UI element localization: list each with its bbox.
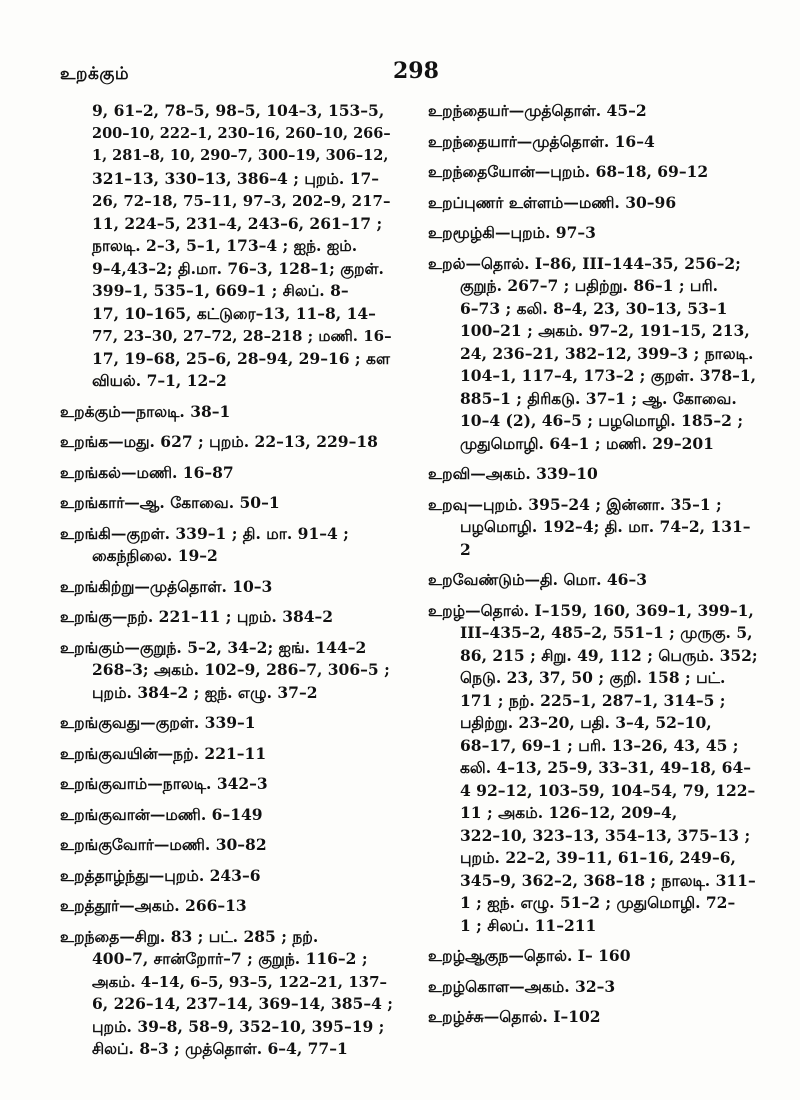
entry-headword-line: உறமூழ்கி—புறம். 97–3 <box>428 223 596 242</box>
entry-headword-line: உறழ்ஆகுந—தொல். I– 160 <box>428 946 631 965</box>
entry-continuation <box>60 659 395 704</box>
index-entry <box>428 131 758 154</box>
index-entry <box>60 462 395 485</box>
entry-continuation-line: 86, 215 ; சிறு. 49, 112 ; பெரும். 352; <box>460 645 758 665</box>
continued-entry-line: 9–4,43–2; தி.மா. 76–3, 128–1; குறள். <box>92 258 384 278</box>
entry-headword-line: உறங்க—மது. 627 ; புறம். 22–13, 229–18 <box>60 432 378 451</box>
index-entry <box>428 463 758 486</box>
continued-entry <box>60 100 395 393</box>
entry-continuation-line: முதுமொழி. 64–1 ; மணி. 29–201 <box>460 433 714 453</box>
entry-continuation-line: சிலப். 8–3 ; முத்தொள். 6–4, 77–1 <box>92 1039 348 1058</box>
entry-headword-line: உறங்குவோர்—மணி. 30–82 <box>60 835 267 854</box>
entry-continuation-line: 11 ; அகம். 126–12, 209–4, <box>460 803 678 822</box>
entry-headword-line: உறங்கார்—ஆ. கோவை. 50–1 <box>60 493 280 512</box>
entry-headword-line: உறங்கு—நற். 221–11 ; புறம். 384–2 <box>60 607 334 626</box>
entry-continuation-line: புறம். 384–2 ; ஐந். எழு. 37–2 <box>92 682 318 702</box>
entry-headword-line: உறவு—புறம். 395–24 ; இன்னா. 35–1 ; <box>428 494 722 514</box>
continued-entry-line: 17, 10–165, கட்டுரை–13, 11–8, 14– <box>92 303 376 323</box>
entry-continuation-line: கைந்நிலை. 19–2 <box>92 546 218 565</box>
index-entry <box>60 492 395 515</box>
continued-entry-line: 200–10, 222–1, 230–16, 260–10, 266– <box>92 124 391 142</box>
entry-continuation-line: 4 92–12, 103–59, 104–54, 79, 122– <box>460 780 756 800</box>
index-entry <box>60 895 395 918</box>
entry-continuation-line: கலி. 4–13, 25–9, 33–31, 49–18, 64– <box>460 758 751 777</box>
entry-headword-line: உறங்கல்—மணி. 16–87 <box>60 462 234 482</box>
entry-continuation-line: 345–9, 362–2, 368–18 ; நாலடி. 311– <box>460 870 756 890</box>
entry-headword-line: உறப்புணர் உள்ளம்—மணி. 30–96 <box>428 192 677 212</box>
page-number: 298 <box>393 58 439 84</box>
continued-entry-line: 11, 224–5, 231–4, 243–6, 261–17 ; <box>92 213 383 233</box>
entry-continuation-line: 10–4 (2), 46–5 ; பழமொழி. 185–2 ; <box>460 411 744 430</box>
entry-continuation-line: புறம். 39–8, 58–9, 352–10, 395–19 ; <box>92 1016 385 1036</box>
entry-headword-line: உறழ்கொள—அகம். 32–3 <box>428 976 616 996</box>
continued-entry-line: 17, 19–68, 25–6, 28–94, 29–16 ; கள <box>92 348 390 368</box>
entry-headword-line: உறத்தாழ்ந்து—புறம். 243–6 <box>60 865 261 885</box>
entry-continuation-line: 885–1 ; திரிகடு. 37–1 ; ஆ. கோவை. <box>460 388 737 408</box>
entry-continuation-line: 1 ; சிலப். 11–211 <box>460 915 597 935</box>
entry-continuation-line: 2 <box>460 539 471 559</box>
index-entry <box>60 401 395 424</box>
entry-continuation-line: 400–7, சான்றோர்–7 ; குறுந். 116–2 ; <box>92 949 368 968</box>
index-entry <box>428 1006 758 1029</box>
entry-continuation-line: 68–17, 69–1 ; பரி. 13–26, 43, 45 ; <box>460 735 739 755</box>
index-entry <box>60 523 395 568</box>
left-column <box>60 100 395 1069</box>
entry-headword-line: உறந்தையார்—முத்தொள். 16–4 <box>428 131 655 151</box>
entry-headword-line: உறங்குவான்—மணி. 6–149 <box>60 804 263 824</box>
continued-entry-line: வியல். 7–1, 12–2 <box>92 371 227 390</box>
entry-headword-line: உறழ்ச்சு—தொல். I–102 <box>428 1007 601 1026</box>
entry-headword-line: உறவி—அகம். 339–10 <box>428 464 598 483</box>
right-column <box>428 100 758 1037</box>
entry-headword-line: உறக்கும்—நாலடி. 38–1 <box>60 401 231 421</box>
index-entry <box>428 253 758 456</box>
entry-headword-line: உறங்குவயின்—நற். 221–11 <box>60 743 267 763</box>
index-entry <box>60 576 395 599</box>
continued-entry-line: 77, 23–30, 27–72, 28–218 ; மணி. 16– <box>92 327 392 345</box>
index-entry <box>428 161 758 184</box>
index-entry <box>60 834 395 857</box>
index-entry <box>428 945 758 968</box>
continued-entry-line: 399–1, 535–1, 669–1 ; சிலப். 8– <box>92 281 349 300</box>
entry-continuation-line: புறம். 22–2, 39–11, 61–16, 249–6, <box>460 848 736 867</box>
entry-continuation-line: நெடு. 23, 37, 50 ; குறி. 158 ; பட். <box>460 668 726 687</box>
index-entry <box>428 222 758 245</box>
entry-headword-line: உறங்கி—குறள். 339–1 ; தி. மா. 91–4 ; <box>60 523 349 543</box>
index-entry <box>60 865 395 888</box>
entry-continuation-line: 100–21 ; அகம். 97–2, 191–15, 213, <box>460 321 750 340</box>
entry-continuation <box>428 622 758 937</box>
continued-entry-line: 321–13, 330–13, 386–4 ; புறம். 17– <box>92 168 380 188</box>
entry-headword-line: உறங்கும்—குறுந். 5–2, 34–2; ஐங். 144–2 <box>60 637 367 657</box>
index-entry <box>428 100 758 123</box>
entry-continuation-line: 268–3; அகம். 102–9, 286–7, 306–5 ; <box>92 660 390 679</box>
entry-continuation <box>428 275 758 455</box>
index-entry <box>428 192 758 215</box>
entry-continuation-line: 322–10, 323–13, 354–13, 375–13 ; <box>460 825 751 845</box>
index-entry <box>428 976 758 999</box>
index-entry <box>60 804 395 827</box>
continued-entry-line: 9, 61–2, 78–5, 98–5, 104–3, 153–5, <box>92 101 385 120</box>
continued-entry-line: நாலடி. 2–3, 5–1, 173–4 ; ஐந். ஐம். <box>92 236 358 255</box>
entry-continuation-line: அகம். 4–14, 6–5, 93–5, 122–21, 137– <box>92 972 388 991</box>
index-entry <box>60 637 395 705</box>
entry-continuation-line: III–435–2, 485–2, 551–1 ; முருகு. 5, <box>460 623 753 642</box>
entry-continuation-line: 6, 226–14, 237–14, 369–14, 385–4 ; <box>92 994 393 1013</box>
entry-continuation <box>60 948 395 1061</box>
entry-headword-line: உறவேண்டும்—தி. மொ. 46–3 <box>428 570 648 589</box>
entry-continuation-line: 24, 236–21, 382–12, 399–3 ; நாலடி. <box>460 343 754 363</box>
entry-continuation-line: பதிற்று. 23–20, பதி. 3–4, 52–10, <box>460 713 712 732</box>
index-entry <box>428 600 758 938</box>
running-head: உறக்கும் <box>60 64 130 84</box>
index-entry <box>60 743 395 766</box>
entry-continuation-line: குறுந். 267–7 ; பதிற்று. 86–1 ; பரி. <box>460 276 719 295</box>
entry-headword-line: உறந்தை—சிறு. 83 ; பட். 285 ; நற். <box>60 926 319 946</box>
index-entry <box>60 431 395 454</box>
index-entry <box>60 926 395 1061</box>
continued-entry-line: 26, 72–18, 75–11, 97–3, 202–9, 217– <box>92 192 391 210</box>
entry-headword-line: உறங்குவாம்—நாலடி. 342–3 <box>60 774 268 793</box>
entry-continuation <box>428 516 758 561</box>
index-entry <box>60 773 395 796</box>
entry-continuation-line: 6–73 ; கலி. 8–4, 23, 30–13, 53–1 <box>460 298 728 318</box>
entry-continuation <box>60 545 395 568</box>
entry-headword-line: உறந்தையர்—முத்தொள். 45–2 <box>428 101 647 120</box>
entry-continuation-line: பழமொழி. 192–4; தி. மா. 74–2, 131– <box>460 517 751 536</box>
index-entry <box>428 494 758 562</box>
index-entry <box>428 569 758 592</box>
index-entry <box>60 712 395 735</box>
continued-entry-line: 1, 281–8, 10, 290–7, 300–19, 306–12, <box>92 147 389 164</box>
index-entry <box>60 606 395 629</box>
entry-headword-line: உறங்கிற்று—முத்தொள். 10–3 <box>60 576 273 596</box>
entry-headword-line: உறழ்—தொல். I–159, 160, 369–1, 399–1, <box>428 600 754 620</box>
entry-headword-line: உறத்தூர்—அகம். 266–13 <box>60 896 247 915</box>
entry-headword-line: உறந்தையோன்—புறம். 68–18, 69–12 <box>428 162 709 181</box>
entry-continuation-line: 104–1, 117–4, 173–2 ; குறள். 378–1, <box>460 366 757 385</box>
entry-headword-line: உறங்குவது—குறள். 339–1 <box>60 713 256 732</box>
entry-continuation-line: 171 ; நற். 225–1, 287–1, 314–5 ; <box>460 690 726 710</box>
entry-headword-line: உறல்—தொல். I–86, III–144–35, 256–2; <box>428 253 741 273</box>
entry-continuation-line: 1 ; ஐந். எழு. 51–2 ; முதுமொழி. 72– <box>460 893 736 912</box>
